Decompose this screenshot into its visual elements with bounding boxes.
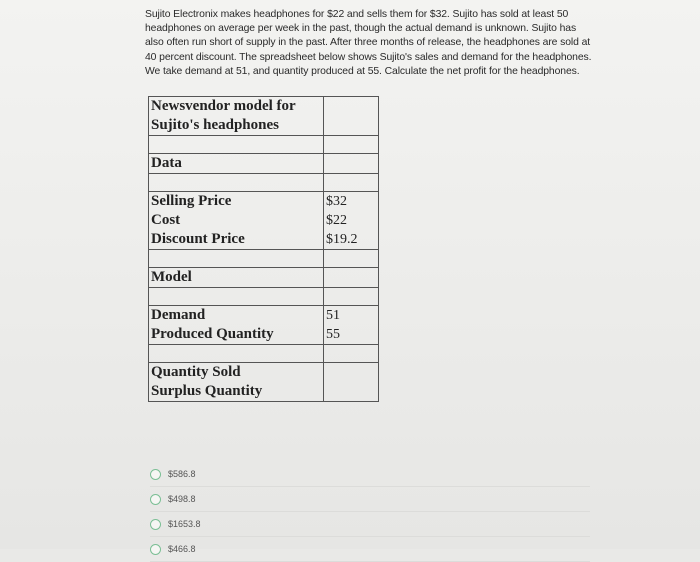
empty-cell <box>324 288 379 306</box>
sheet-title-line2: Sujito's headphones <box>151 117 279 133</box>
demand-value: 51 <box>326 308 340 323</box>
spreadsheet <box>148 96 379 402</box>
empty-cell <box>324 174 379 192</box>
radio-button[interactable] <box>150 544 161 555</box>
question-line: Sujito Electronix makes headphones for $22 and sells them for $32. Sujito has sold at least 50 <box>145 9 569 20</box>
radio-button[interactable] <box>150 469 161 480</box>
discount-price-value: $19.2 <box>326 232 358 247</box>
empty-cell <box>324 154 379 174</box>
question-line: headphones on average per week in the past, though the actual demand is unknown. Sujito has <box>145 23 577 35</box>
discount-price-label: Discount Price <box>151 231 245 247</box>
price-values-cell <box>324 192 379 250</box>
answer-option[interactable] <box>150 512 590 537</box>
question-line: We take demand at 51, and quantity produced at 55. Calculate the net profit for the headphones. <box>145 65 580 77</box>
model-label: Model <box>149 268 324 288</box>
produced-quantity-label: Produced Quantity <box>151 326 274 342</box>
selling-price-value: $32 <box>326 194 347 209</box>
produced-quantity-value: 55 <box>326 327 340 342</box>
answer-option-label: $586.8 <box>168 469 196 479</box>
empty-cell <box>324 268 379 288</box>
answer-option-label: $466.8 <box>168 544 196 554</box>
question-text <box>145 8 625 79</box>
empty-cell <box>324 345 379 363</box>
radio-button[interactable] <box>150 519 161 530</box>
empty-cell <box>149 250 324 268</box>
answer-option[interactable] <box>150 462 590 487</box>
answer-option-label: $1653.8 <box>168 519 201 529</box>
surplus-quantity-label: Surplus Quantity <box>151 383 263 399</box>
answer-option[interactable] <box>150 537 590 562</box>
question-line: also often run short of supply in the past. After three months of release, the headphones are sold at <box>145 37 591 49</box>
result-labels-cell <box>149 363 324 402</box>
empty-cell <box>149 174 324 192</box>
price-labels-cell <box>149 192 324 250</box>
selling-price-label: Selling Price <box>151 193 232 209</box>
radio-button[interactable] <box>150 494 161 505</box>
answer-options <box>150 462 590 562</box>
model-labels-cell <box>149 306 324 345</box>
answer-option-label: $498.8 <box>168 494 196 504</box>
empty-cell <box>324 97 379 136</box>
sheet-title-cell <box>149 97 324 136</box>
empty-cell <box>324 250 379 268</box>
demand-label: Demand <box>151 307 206 323</box>
empty-cell <box>149 136 324 154</box>
question-line: 40 percent discount. The spreadsheet below shows Sujito's sales and demand for the headphones. <box>145 51 592 63</box>
cost-value: $22 <box>326 213 347 228</box>
quantity-sold-label: Quantity Sold <box>151 364 241 380</box>
sheet-title-line1: Newsvendor model for <box>151 98 296 114</box>
result-values-cell <box>324 363 379 402</box>
model-values-cell <box>324 306 379 345</box>
cost-label: Cost <box>151 212 181 228</box>
answer-option[interactable] <box>150 487 590 512</box>
empty-cell <box>149 288 324 306</box>
empty-cell <box>149 345 324 363</box>
empty-cell <box>324 136 379 154</box>
data-label: Data <box>149 154 324 174</box>
